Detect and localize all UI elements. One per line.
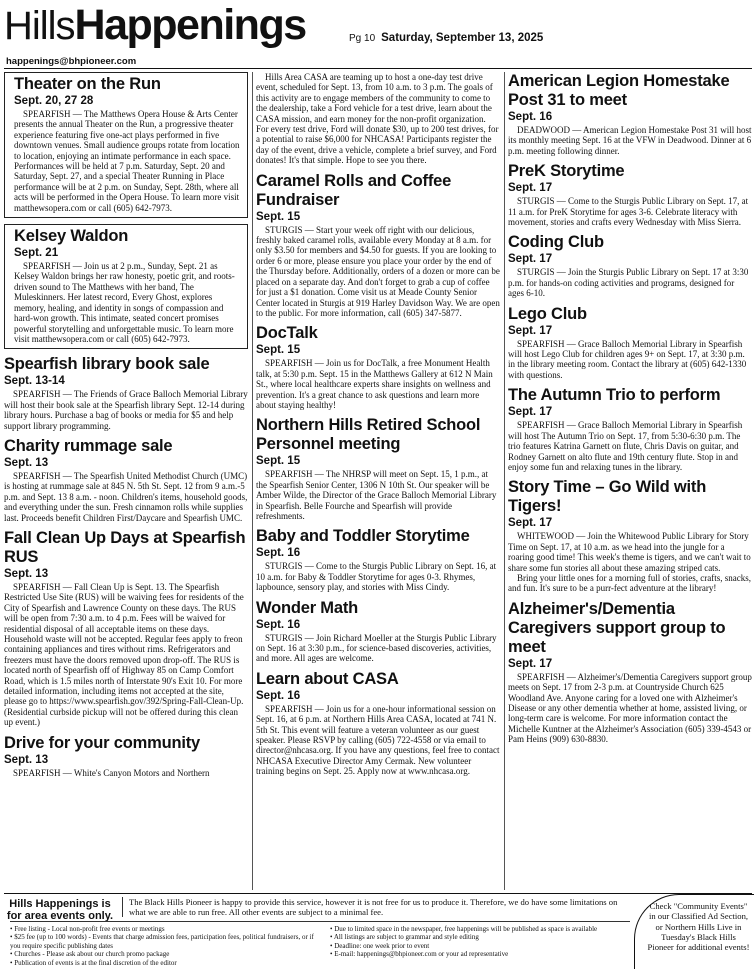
page-number: Pg 10	[349, 33, 376, 44]
footer-notice	[4, 898, 116, 922]
event-article	[256, 324, 500, 410]
event-article	[4, 529, 248, 728]
footer-rule-item: • Deadline: one week prior to event	[330, 941, 430, 950]
event-article	[256, 72, 500, 166]
event-title: Northern Hills Retired School Personnel meeting	[256, 416, 481, 454]
event-date: Sept. 17	[508, 182, 553, 195]
footer-rule-item: • Free listing - Local non-profit free events or meetings	[10, 925, 165, 933]
footer-rule-item: • Churches - Please ask about our church promo package	[10, 950, 170, 959]
footer-rule-item: • All listings are subject to grammar and style editing	[330, 933, 479, 942]
masthead	[0, 0, 756, 52]
event-title: Alzheimer's/Dementia Caregivers support group to meet	[508, 599, 726, 656]
event-article	[256, 172, 500, 319]
community-events-callout: Check "Community Events" in our Classified Ad Section, or Northern Hills Live in Tuesday's Black Hills Pioneer for additional events!	[634, 894, 754, 969]
event-title: DocTalk	[256, 324, 318, 343]
event-date: Sept. 17	[508, 517, 553, 530]
event-article	[256, 599, 500, 664]
event-article	[508, 478, 752, 593]
event-body: STURGIS — Join the Sturgis Public Library on Sept. 17 at 3:30 p.m. for hands-on coding activities and programs, designed for ages 6-10.	[508, 267, 749, 299]
event-date: Sept. 15	[256, 210, 301, 223]
event-article	[256, 527, 500, 592]
event-body: SPEARFISH — The Matthews Opera House & Arts Center presents the annual Theater on the Run, a progressive theater experience featuring five one-act plays performed in five downtown venues. Small audience groups rotate from location to location, enjoying an intimate performance in each space. Performances will be held at 7 p.m. Saturday, Sept. 20 and Saturday, Sept. 27, and a special Theater Running in Place performance will be at 2 p.m. on Sunday, Sept. 28th, where all acts will be performed in the Opera House. To learn more visit matthewsopera.com or call (605) 642-7973.	[14, 109, 240, 213]
page-date-line	[349, 32, 543, 44]
event-article	[4, 437, 248, 523]
event-title: Caramel Rolls and Coffee Fundraiser	[256, 171, 452, 209]
issue-date: Saturday, September 13, 2025	[381, 32, 544, 44]
footer-rule-item: • Due to limited space in the newspaper, free happenings will be published as space is available	[330, 925, 598, 933]
event-body: Hills Area CASA are teaming up to host a one-day test drive event, scheduled for Sept. 13, from 10 a.m. to 3 p.m. The goals of this activity are to engage members of the community to come to the dealership, take a Ford vehicle for a test drive, learn about the CASA mission, and earn money for the non-profit organization. For every test drive, Ford will donate $30, up to 200 test drives, for a potential to raise $6,000 for NHCASA! Participants register the day of the event, drive a vehicle, complete a brief survey, and Ford donates! It's that simple. Hope to see you there.	[256, 72, 499, 166]
event-date: Sept. 17	[508, 253, 553, 266]
event-date: Sept. 17	[508, 657, 553, 670]
event-article	[4, 224, 248, 349]
event-body: SPEARFISH — Fall Clean Up is Sept. 13. The Spearfish Restricted Use Site (RUS) will be waiving fees for residents of the City of Spearfish and Lawrence County on these days. The RUS will be open from 7:30 a.m. to 4 p.m. Fees will be waived for residential disposal of all acceptable items on these days. Household waste will not be accepted. Regular fees apply to freon containing appliances and tires without rims. Refrigerators and freezers must have the doors removed upon drop-off. The RUS is located north of Spearfish off of Highway 85 on Camp Comfort Road, which is 1.5 miles north of Interstate 90's Exit 10. For more detailed information, including items not accepted at the site, please go to https://www.spearfish.gov/392/Spring-Fall-Clean-Up. (Residential curbside pickup will not be offered during this clean up event.)	[4, 581, 244, 728]
event-article	[508, 162, 752, 227]
event-title: Fall Clean Up Days at Spearfish RUS	[4, 528, 246, 566]
event-article	[4, 355, 248, 431]
event-article	[4, 734, 248, 778]
event-body: WHITEWOOD — Join the Whitewood Public Library for Story Time on Sept. 17, at 10 a.m. as we head into the jungle for a roaring good time! This week's theme is tigers, and we can't wait to share some fun stories all about these amazing striped cats.	[508, 531, 751, 573]
event-title: Lego Club	[508, 304, 587, 323]
logo	[4, 2, 306, 58]
footer-policy-text: The Black Hills Pioneer is happy to provide this service, however it is not free for us to produce it. Therefore, we do have some limitations on what we are able to run free. All other events are subject to a minimal fee.	[122, 897, 630, 917]
event-title: Drive for your community	[4, 733, 200, 752]
event-article	[508, 233, 752, 298]
event-date: Sept. 16	[256, 689, 301, 702]
event-body: SPEARFISH — Join us for a one-hour informational session on Sept. 16, at 6 p.m. at Northern Hills Area CASA, located at 741 N. 5th St. This event will feature a veteran volunteer as our guest speaker. Please RSVP by calling (605) 722-4558 or via email to director@nhcasa.org. If you have any questions, feel free to contact NHCASA Executive Director Amy Cermak. New volunteer training begins on Sept. 25. Apply now at www.nhcasa.org.	[256, 703, 500, 777]
event-title: Coding Club	[508, 233, 604, 252]
column-divider	[252, 72, 253, 890]
event-article	[4, 72, 248, 218]
event-title: Story Time – Go Wild with Tigers!	[508, 478, 707, 516]
event-body: STURGIS — Start your week off right with our delicious, freshly baked caramel rolls, available every Monday at 8 a.m. for only $3.50 for members and $4.50 for guests. If you are looking to order 6 or more, please ensure you place your order by the end of the Thursday before. Additionally, orders of a dozen or more can be placed on a separate day. And don't forget to grab a cup of coffee for just a $1 donation. Come visit us at Meade County Senior Center located in Sturgis at 919 Harley Davidson Way. We are open to the public. For more information, call (605) 347-5877.	[256, 224, 500, 318]
logo-thin: Hills	[4, 4, 75, 48]
footer-rules-right	[330, 925, 640, 959]
event-body: SPEARFISH — Grace Balloch Memorial Library in Spearfish will host The Autumn Trio on Sept. 17, from 5:30-6:30 p.m. The trio features Katrina Garnett on flute, Chris Davis on guitar, and Rodney Garnett on alto flute and 19th century flute. Stop in and enjoy some fun and relaxing tunes in the library.	[508, 420, 743, 472]
event-date: Sept. 20, 27 28	[14, 95, 94, 107]
footer	[4, 893, 752, 968]
event-body: SPEARFISH — Alzheimer's/Dementia Caregivers support group meets on Sept. 17 from 2-3 p.m. at Countryside Church 625 Woodland Ave. Anyone caring for a loved one with Alzheimer's Disease or any other dementia whether at home, assisted living, or long-term care is welcome. For more information contact the Michelle Kuntner at the Alzheimer's Association (605) 339-4543 or Pam Heins (909) 630-8830.	[508, 671, 752, 745]
event-title: PreK Storytime	[508, 162, 625, 181]
footer-rules-left	[10, 925, 320, 967]
event-date: Sept. 21	[14, 247, 59, 260]
event-body: SPEARFISH — White's Canyon Motors and Northern	[13, 767, 210, 778]
header-rule	[4, 68, 752, 69]
logo-bold: Happenings	[74, 1, 306, 49]
footer-notice-line: Hills Happenings is	[9, 898, 111, 910]
footer-notice-line: for area events only.	[6, 910, 114, 922]
event-title: Charity rummage sale	[4, 436, 173, 455]
contact-email[interactable]: happenings@bhpioneer.com	[6, 56, 137, 67]
event-body: STURGIS — Come to the Sturgis Public Library on Sept. 16, at 10 a.m. for Baby & Toddler Storytime for ages 0-3. Rhymes, lapbounce, sensory play, and stories with Miss Cindy.	[256, 561, 497, 593]
footer-rules	[10, 921, 630, 967]
event-article	[256, 416, 500, 521]
event-title: Baby and Toddler Storytime	[256, 527, 470, 546]
event-title: The Autumn Trio to perform	[508, 386, 721, 405]
event-date: Sept. 13	[4, 456, 49, 469]
event-date: Sept. 13	[4, 753, 49, 766]
event-title: Theater on the Run	[14, 75, 161, 93]
event-body: Bring your little ones for a morning full of stories, crafts, snacks, and fun. It's sure to be a purr-fect adventure at the library!	[508, 572, 751, 594]
event-article	[508, 72, 752, 156]
event-date: Sept. 15	[256, 455, 301, 468]
event-body: STURGIS — Come to the Sturgis Public Library on Sept. 17, at 11 a.m. for PreK Storytime for ages 3-6. Celebrate literacy with movement, stories and crafts every Wednesday with Miss Sierra.	[508, 196, 749, 228]
event-date: Sept. 17	[508, 324, 553, 337]
event-article	[508, 600, 752, 745]
event-body: DEADWOOD — American Legion Homestake Post 31 will host its monthly meeting Sept. 16 at the VFW in Deadwood. Dinner at 6 p.m. meeting following dinner.	[508, 125, 752, 156]
column-divider	[504, 72, 505, 890]
event-article	[508, 305, 752, 381]
event-date: Sept. 16	[508, 111, 553, 123]
event-body: SPEARFISH — Join us at 2 p.m., Sunday, Sept. 21 as Kelsey Waldon brings her raw honesty, poetic grit, and roots-driven sound to The Matthews with her band, The Muleskinners. Her latest record, Every Ghost, explores memory, healing, and identity in songs of compassion and hard-won growth. This intimate, seated concert promises powerful storytelling and unforgettable music. To learn more visit matthewsopera.com or call (605) 642-7973.	[14, 261, 235, 344]
event-body: SPEARFISH — The NHRSP will meet on Sept. 15, 1 p.m., at the Spearfish Senior Center, 1306 N 10th St. Our speaker will be Amber Wilde, the Director of the Grace Balloch Memorial Library in Spearfish. Belle Fourche and Spearfish will provide refreshments.	[256, 469, 497, 521]
footer-rule-item: • Publication of events is at the final discretion of the editor	[10, 958, 177, 967]
event-article	[256, 670, 500, 777]
event-body: SPEARFISH — Join us for DocTalk, a free Monument Health talk, at 5:30 p.m. Sept. 15 in the Matthews Gallery at 612 N Main St., where local healthcare experts share insights on wellness and prevention. It's a great chance to ask questions and learn more about staying healthy!	[256, 358, 493, 410]
footer-rule-item: • $25 fee (up to 100 words) - Events that charge admission fees, participation fees, political fundraisers, or if you require specific publishing dates	[10, 933, 314, 950]
column-3	[508, 72, 752, 890]
event-title: Wonder Math	[256, 598, 358, 617]
event-date: Sept. 16	[256, 618, 301, 631]
event-title: Learn about CASA	[256, 669, 399, 688]
event-title: Spearfish library book sale	[4, 355, 210, 374]
event-date: Sept. 13-14	[4, 375, 65, 388]
event-body: SPEARFISH — The Friends of Grace Balloch Memorial Library will host their book sale at the Spearfish library Sept. 12-14 during library hours. Purchase a bag of books or media for $5 and help support library programming.	[4, 389, 248, 431]
column-2	[256, 72, 500, 890]
event-date: Sept. 16	[256, 547, 301, 560]
event-date: Sept. 17	[508, 406, 553, 419]
event-article	[508, 386, 752, 472]
event-date: Sept. 13	[4, 567, 49, 580]
event-date: Sept. 15	[256, 344, 301, 357]
event-title: Kelsey Waldon	[14, 227, 129, 246]
event-body: SPEARFISH — Grace Balloch Memorial Library in Spearfish will host Lego Club for children ages 9+ on Sept. 17, at 3:30 p.m. in the library meeting room. Contact the library at (605) 642-1330 with questions.	[508, 338, 747, 380]
event-body: SPEARFISH — The Spearfish United Methodist Church (UMC) is hosting at rummage sale at 845 N. 5th St. Sept. 12 from 9 a.m.-5 p.m. and Sept. 13 8 a.m. - noon. Children's items, household goods, and everything under the sun. Fresh cinnamon rolls while supplies last. Proceeds benefit Children First/Daycare and Spearfish UMC.	[4, 470, 248, 523]
event-body: STURGIS — Join Richard Moeller at the Sturgis Public Library on Sept. 16 at 3:30 p.m., for science-based discoveries, activities, and more. All ages are welcome.	[256, 632, 497, 664]
footer-rule-item: • E-mail: happenings@bhpioneer.com or your ad representative	[330, 950, 509, 959]
column-1	[4, 72, 248, 890]
event-title: American Legion Homestake Post 31 to meet	[508, 72, 730, 109]
